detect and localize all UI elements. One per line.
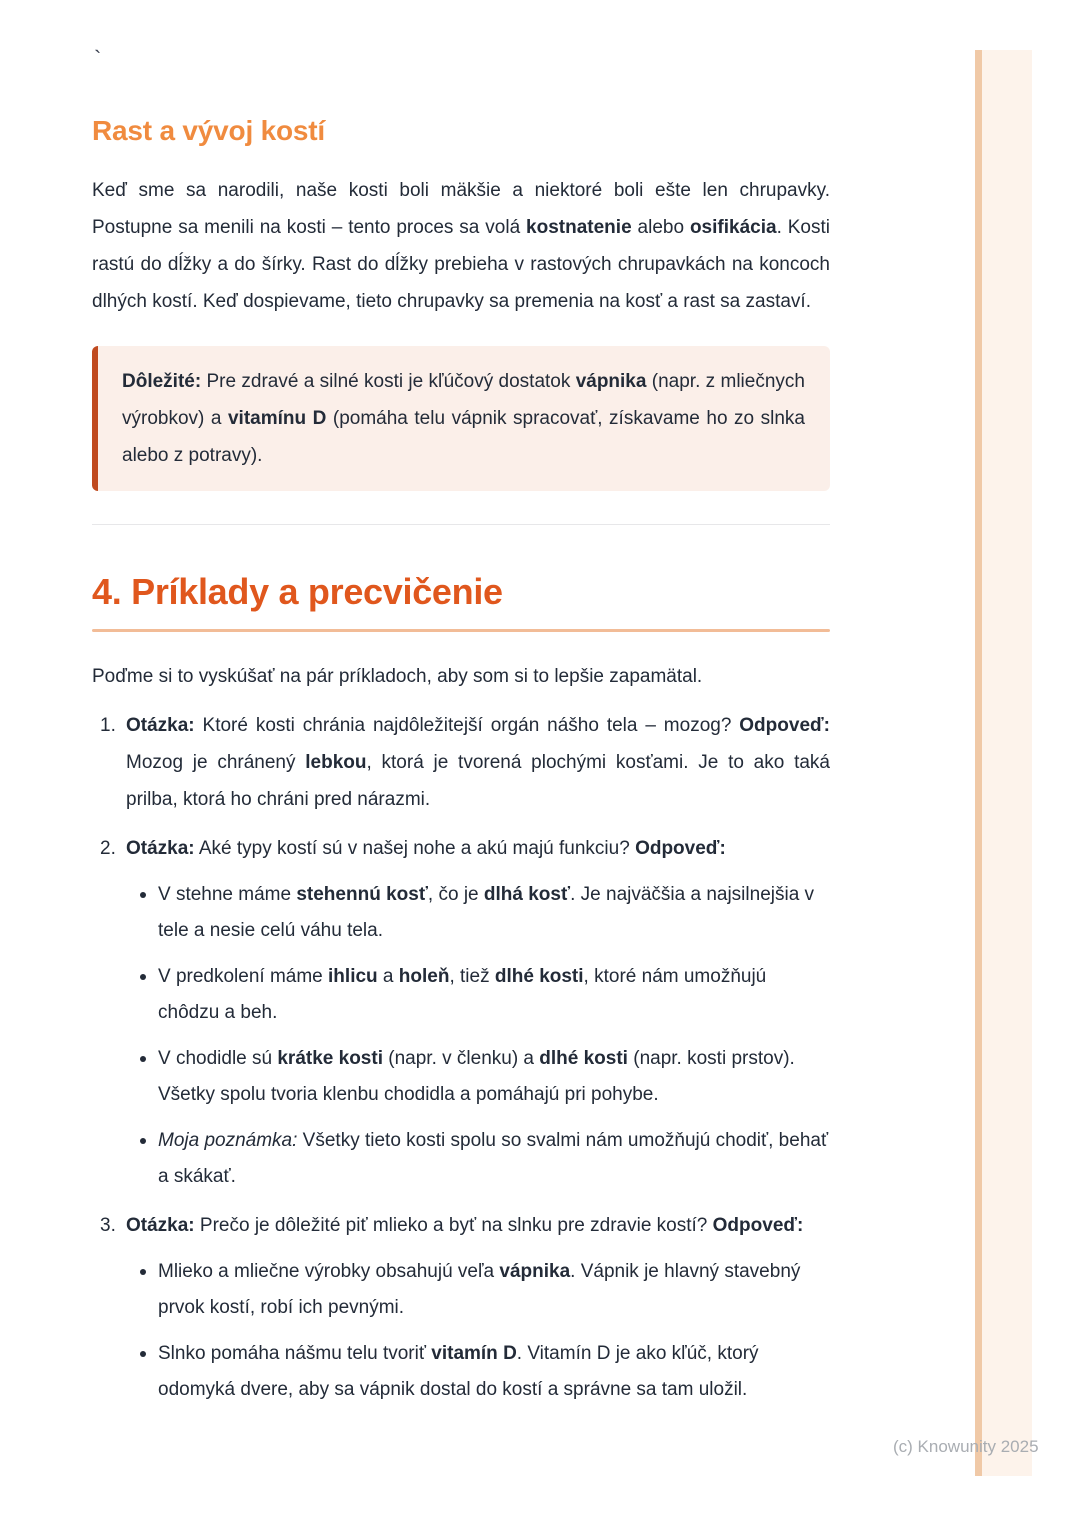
- bullet-item: [138, 877, 830, 949]
- answer-bullet-list: [126, 877, 830, 1195]
- bullet-item: [138, 959, 830, 1031]
- copyright-notice: (c) Knowunity 2025: [893, 1437, 1039, 1456]
- question-text: Otázka: Prečo je dôležité piť mlieko a byť na slnku pre zdravie kostí? Odpoveď:: [126, 1215, 804, 1236]
- question-number: 3.: [100, 1215, 116, 1236]
- bullet-text: Mlieko a mliečne výrobky obsahujú veľa vápnika. Vápnik je hlavný stavebný prvok kostí, robí ich pevnými.: [158, 1261, 801, 1318]
- right-margin-stripe: [975, 50, 1032, 1476]
- bullet-text: V predkolení máme ihlicu a holeň, tiež dlhé kosti, ktoré nám umožňujú chôdzu a beh.: [158, 966, 767, 1023]
- bullet-text: V chodidle sú krátke kosti (napr. v členku) a dlhé kosti (napr. kosti prstov). Všetky spolu tvoria klenbu chodidla a pomáhajú pri pohybe.: [158, 1048, 795, 1105]
- question-number: 1.: [100, 715, 116, 736]
- bullet-text: V stehne máme stehennú kosť, čo je dlhá kosť. Je najväčšia a najsilnejšia v tele a nesie celú váhu tela.: [158, 884, 815, 941]
- section-title-underline: [92, 629, 830, 632]
- question-body: [126, 830, 830, 1195]
- bullet-item: [138, 1336, 830, 1408]
- bullet-dot-icon: [138, 877, 158, 949]
- bone-growth-paragraph: Keď sme sa narodili, naše kosti boli mäkšie a niektoré boli ešte len chrupavky. Postupne sa menili na kosti – tento proces sa volá kostnatenie alebo osifikácia. Kosti rastú do dĺžky a do šírky. Rast do dĺžky prebieha v rastových chrupavkách na koncoch dlhých kostí. Keď dospievame, tieto chrupavky sa premenia na kosť a rast sa zastaví.: [92, 180, 830, 312]
- question-body: [126, 1207, 830, 1408]
- examples-intro-paragraph: Poďme si to vyskúšať na pár príkladoch, aby som si to lepšie zapamätal.: [92, 666, 703, 687]
- important-callout-box: [92, 346, 830, 491]
- bullet-dot-icon: [138, 1123, 158, 1195]
- question-item-2: [100, 830, 830, 1195]
- question-text: Otázka: Ktoré kosti chránia najdôležitejší orgán nášho tela – mozog? Odpoveď: Mozog je chránený lebkou, ktorá je tvorená plochými kosťami. Je to ako taká prilba, ktorá ho chráni pred nárazmi.: [126, 715, 830, 810]
- question-number: 2.: [100, 838, 116, 859]
- subsection-title-bone-growth: Rast a vývoj kostí: [92, 115, 325, 146]
- question-item-1: [100, 707, 830, 818]
- bullet-text: Slnko pomáha nášmu telu tvoriť vitamín D. Vitamín D je ako kľúč, ktorý odomyká dvere, aby sa vápnik dostal do kostí a správne sa tam uložil.: [158, 1343, 759, 1400]
- section-divider: [92, 524, 830, 525]
- question-text: Otázka: Aké typy kostí sú v našej nohe a akú majú funkciu? Odpoveď:: [126, 838, 726, 859]
- answer-bullet-list: [126, 1254, 830, 1408]
- question-list: [92, 707, 830, 1408]
- section-title-examples: 4. Príklady a precvičenie: [92, 571, 503, 612]
- bullet-text: Moja poznámka: Všetky tieto kosti spolu so svalmi nám umožňujú chodiť, behať a skákať.: [158, 1130, 829, 1187]
- callout-text: Dôležité: Pre zdravé a silné kosti je kľúčový dostatok vápnika (napr. z mliečnych výrobkov) a vitamínu D (pomáha telu vápnik spracovať, získavame ho zo slnka alebo z potravy).: [122, 371, 805, 466]
- bullet-item: [138, 1041, 830, 1113]
- bullet-dot-icon: [138, 1041, 158, 1113]
- bullet-dot-icon: [138, 1336, 158, 1408]
- question-body: [126, 707, 830, 818]
- question-item-3: [100, 1207, 830, 1408]
- bullet-item: [138, 1123, 830, 1195]
- content-column: [92, 0, 830, 1408]
- bullet-item: [138, 1254, 830, 1326]
- bullet-dot-icon: [138, 959, 158, 1031]
- bullet-dot-icon: [138, 1254, 158, 1326]
- stray-backtick-mark: `: [94, 46, 102, 71]
